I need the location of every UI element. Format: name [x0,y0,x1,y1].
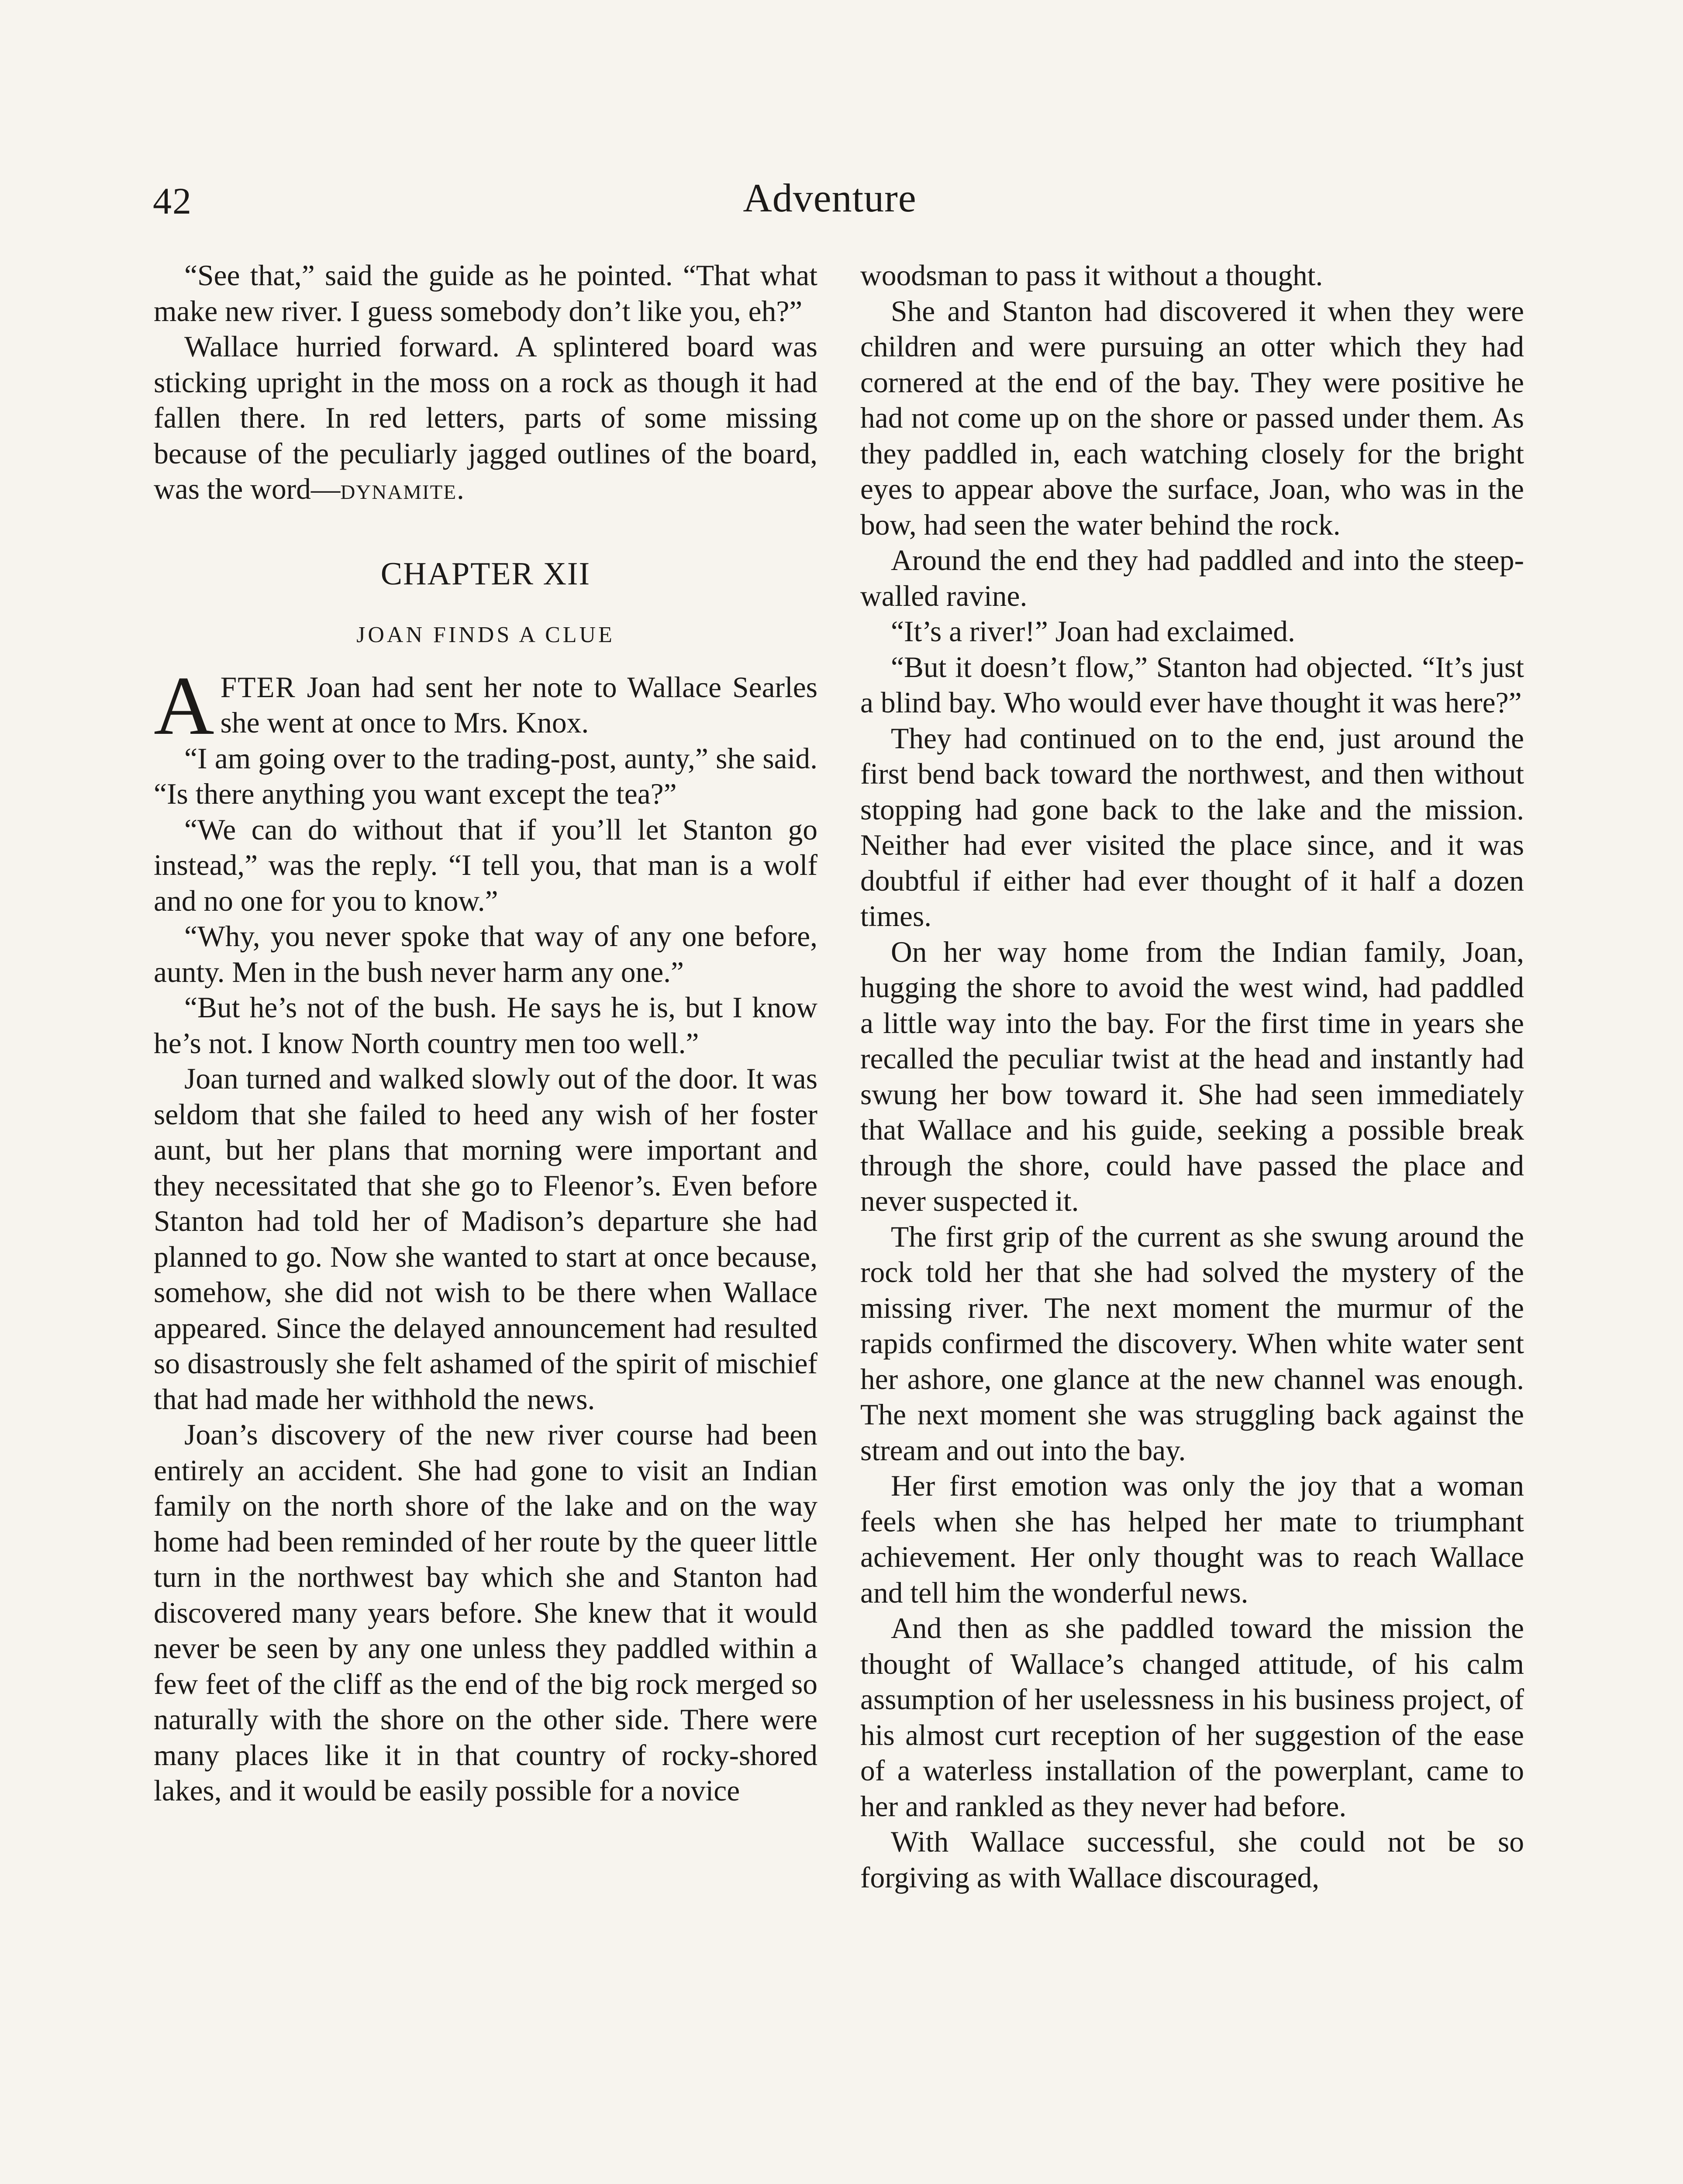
drop-cap: A [154,659,214,752]
paragraph: And then as she paddled toward the mission the thought of Wallace’s changed attitude, of his calm assumption of her uselessness in his business project, of his almost curt reception of her suggestion of the ease of a waterless installation of the powerplant, came to her and rankled as they never had before. [860,1612,1524,1823]
paragraph: “See that,” said the guide as he pointed. “That what make new river. I guess somebody don’t like you, eh?” [154,259,817,328]
paragraph: The first grip of the current as she swung around the rock told her that she had solved the mystery of the missing river. The next moment the murmur of the rapids confirmed the discovery. When white water sent her ashore, one glance at the new channel was enough. The next moment she was struggling back against the stream and out into the bay. [860,1220,1524,1467]
paragraph: “We can do without that if you’ll let Stanton go instead,” was the reply. “I tell you, that man is a wolf and no one for you to know.” [154,813,817,917]
chapter-opening-paragraph [154,659,817,752]
paragraph: “Why, you never spoke that way of any one before, aunty. Men in the bush never harm any one.” [154,920,817,988]
paragraph [154,329,817,507]
paragraph: “I am going over to the trading-post, aunty,” she said. “Is there anything you want except the tea?” [154,742,817,810]
paragraph: Her first emotion was only the joy that a woman feels when she has helped her mate to triumphant achievement. Her only thought was to reach Wallace and tell him the wonderful news. [860,1469,1524,1609]
paragraph: With Wallace successful, she could not be so forgiving as with Wallace discouraged, [860,1825,1524,1894]
paragraph: Joan turned and walked slowly out of the door. It was seldom that she failed to heed any wish of her foster aunt, but her plans that morning were important and they necessitated that she go to Fleenor’s. Even before Stanton had told her of Madison’s departure she had planned to go. Now she wanted to start at once because, somehow, she did not wish to be there when Wallace appeared. Since the delayed announcement had resulted so disastrously she felt ashamed of the spirit of mischief that had made her withhold the news. [154,1062,817,1416]
paragraph: “But it doesn’t flow,” Stanton had objected. “It’s just a blind bay. Who would ever have thought it was here?” [860,650,1524,719]
right-column [860,258,1524,2184]
opening-word: FTER [220,670,296,704]
paragraph: On her way home from the Indian family, Joan, hugging the shore to avoid the west wind, had paddled a little way into the bay. For the first time in years she recalled the peculiar twist at the head and instantly had swung her bow toward it. She had seen immediately that Wallace and his guide, seeking a possible break through the shore, could have passed the place and never suspected it. [860,935,1524,1217]
paragraph: Joan’s discovery of the new river course had been entirely an accident. She had gone to visit an Indian family on the north shore of the lake and on the way home had been reminded of her route by the queer little turn in the northwest bay which she and Stanton had discovered many years before. She knew that it would never be seen by any one unless they paddled within a few feet of the cliff as the end of the big rock merged so naturally with the shore on the other side. There were many places like it in that country of rocky-shored lakes, and it would be easily possible for a novice [154,1418,817,1807]
paragraph: “It’s a river!” Joan had exclaimed. [891,615,1295,648]
running-head: Adventure [743,176,917,220]
chapter-subtitle: JOAN FINDS A CLUE [356,622,615,647]
paragraph: woodsman to pass it without a thought. [860,259,1323,292]
paragraph: “But he’s not of the bush. He says he is, but I know he’s not. I know North country men too well.” [154,991,817,1060]
page-number: 42 [153,180,192,222]
paragraph-text: Wallace hurried forward. A splintered board was sticking upright in the moss on a rock as though it had fallen there. In red letters, parts of some missing because of the peculiarly jagged outlines of the board, was the word— [154,330,817,505]
paragraph: She and Stanton had discovered it when they were children and were pursuing an otter which they had cornered at the end of the bay. They were positive he had not come up on the shore or passed under them. As they paddled in, each watching closely for the bright eyes to appear above the surface, Joan, who was in the bow, had seen the water behind the rock. [860,294,1524,541]
paragraph-text: Joan had sent her note to Wallace Searles she went at once to Mrs. Knox. [220,670,817,739]
dynamite-word: dynamite. [340,473,465,505]
page-header [153,175,1507,232]
paragraph: Around the end they had paddled and into the steep-walled ravine. [860,544,1524,612]
left-column [154,258,817,2184]
chapter-title: CHAPTER XII [380,556,591,592]
paragraph: They had continued on to the end, just around the first bend back toward the northwest, and then without stopping had gone back to the lake and the mission. Neither had ever visited the place since, and it was doubtful if either had ever thought of it half a dozen times. [860,722,1524,933]
